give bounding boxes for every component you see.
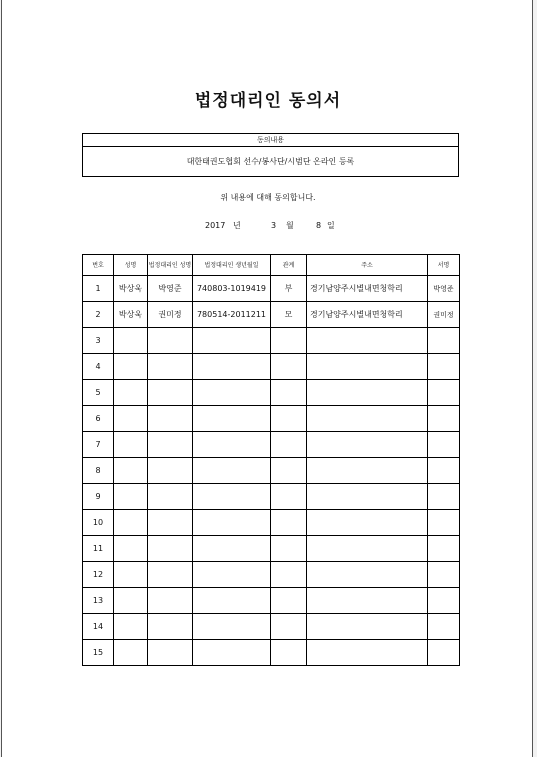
header-number: 번호 bbox=[83, 255, 114, 276]
cell-address bbox=[307, 640, 428, 666]
consent-body: 대한태권도협회 선수/봉사단/시범단 온라인 등록 bbox=[186, 157, 355, 166]
cell-guardian-birth bbox=[193, 354, 271, 380]
cell-address bbox=[307, 536, 428, 562]
cell-name bbox=[114, 536, 148, 562]
date-day-unit: 일 bbox=[327, 221, 335, 230]
cell-guardian-name bbox=[148, 640, 193, 666]
header-guardian-birth: 법정대리인 생년월일 bbox=[193, 255, 271, 276]
cell-number: 5 bbox=[83, 380, 114, 406]
cell-guardian-birth: 740803-1019419 bbox=[193, 276, 271, 302]
table-row bbox=[83, 328, 460, 354]
cell-guardian-birth bbox=[193, 432, 271, 458]
cell-number: 13 bbox=[83, 588, 114, 614]
cell-signature bbox=[428, 406, 460, 432]
cell-guardian-name bbox=[148, 328, 193, 354]
cell-name bbox=[114, 380, 148, 406]
cell-signature bbox=[428, 380, 460, 406]
cell-number: 11 bbox=[83, 536, 114, 562]
cell-guardian-name bbox=[148, 536, 193, 562]
cell-number: 12 bbox=[83, 562, 114, 588]
cell-guardian-birth bbox=[193, 562, 271, 588]
cell-number: 2 bbox=[83, 302, 114, 328]
cell-number: 4 bbox=[83, 354, 114, 380]
date-year: 2017 bbox=[205, 221, 226, 230]
cell-guardian-name bbox=[148, 380, 193, 406]
cell-number: 6 bbox=[83, 406, 114, 432]
cell-name bbox=[114, 510, 148, 536]
table-header-row bbox=[83, 255, 460, 276]
cell-signature bbox=[428, 536, 460, 562]
cell-guardian-name: 박영준 bbox=[148, 276, 193, 302]
consent-content-box bbox=[82, 133, 459, 177]
cell-guardian-name bbox=[148, 510, 193, 536]
cell-name bbox=[114, 614, 148, 640]
cell-relation bbox=[271, 458, 307, 484]
table-row bbox=[83, 640, 460, 666]
cell-guardian-birth bbox=[193, 640, 271, 666]
consent-header: 동의내용 bbox=[83, 134, 458, 147]
cell-address bbox=[307, 484, 428, 510]
cell-number: 15 bbox=[83, 640, 114, 666]
cell-address bbox=[307, 406, 428, 432]
cell-guardian-name bbox=[148, 354, 193, 380]
cell-address bbox=[307, 354, 428, 380]
document-title: 법정대리인 동의서 bbox=[194, 91, 342, 111]
document-page[interactable] bbox=[1, 0, 533, 757]
table-row bbox=[83, 484, 460, 510]
cell-relation bbox=[271, 588, 307, 614]
cell-address bbox=[307, 328, 428, 354]
cell-guardian-birth bbox=[193, 484, 271, 510]
cell-signature bbox=[428, 432, 460, 458]
date-day: 8 bbox=[316, 221, 322, 230]
cell-address bbox=[307, 614, 428, 640]
cell-name bbox=[114, 354, 148, 380]
header-guardian-name: 법정대리인 성명 bbox=[148, 255, 193, 276]
cell-name bbox=[114, 458, 148, 484]
cell-signature bbox=[428, 484, 460, 510]
cell-guardian-name bbox=[148, 458, 193, 484]
cell-number: 7 bbox=[83, 432, 114, 458]
cell-guardian-birth: 780514-2011211 bbox=[193, 302, 271, 328]
cell-address bbox=[307, 588, 428, 614]
guardian-table bbox=[82, 254, 460, 666]
cell-number: 9 bbox=[83, 484, 114, 510]
cell-signature bbox=[428, 588, 460, 614]
cell-name bbox=[114, 588, 148, 614]
cell-name: 박상욱 bbox=[114, 302, 148, 328]
cell-relation bbox=[271, 328, 307, 354]
cell-relation bbox=[271, 640, 307, 666]
table-body bbox=[83, 276, 460, 666]
cell-signature: 박영준 bbox=[428, 276, 460, 302]
cell-signature bbox=[428, 562, 460, 588]
date-year-unit: 년 bbox=[233, 221, 241, 230]
cell-name: 박상욱 bbox=[114, 276, 148, 302]
header-address: 주소 bbox=[307, 255, 428, 276]
cell-relation bbox=[271, 614, 307, 640]
cell-signature bbox=[428, 640, 460, 666]
cell-guardian-birth bbox=[193, 458, 271, 484]
cell-number: 10 bbox=[83, 510, 114, 536]
cell-name bbox=[114, 328, 148, 354]
agree-statement: 위 내용에 대해 동의합니다. bbox=[220, 193, 316, 202]
cell-guardian-name bbox=[148, 614, 193, 640]
cell-address bbox=[307, 510, 428, 536]
cell-relation bbox=[271, 510, 307, 536]
cell-relation bbox=[271, 484, 307, 510]
cell-name bbox=[114, 484, 148, 510]
cell-signature bbox=[428, 614, 460, 640]
cell-address bbox=[307, 562, 428, 588]
header-relation: 관계 bbox=[271, 255, 307, 276]
cell-signature bbox=[428, 328, 460, 354]
cell-number: 8 bbox=[83, 458, 114, 484]
cell-relation bbox=[271, 562, 307, 588]
table-row bbox=[83, 458, 460, 484]
cell-relation bbox=[271, 354, 307, 380]
table-row bbox=[83, 432, 460, 458]
cell-number: 1 bbox=[83, 276, 114, 302]
table-row bbox=[83, 614, 460, 640]
cell-guardian-birth bbox=[193, 328, 271, 354]
cell-relation bbox=[271, 536, 307, 562]
header-signature: 서명 bbox=[428, 255, 460, 276]
cell-relation: 부 bbox=[271, 276, 307, 302]
cell-relation bbox=[271, 406, 307, 432]
cell-number: 3 bbox=[83, 328, 114, 354]
cell-signature bbox=[428, 510, 460, 536]
cell-name bbox=[114, 562, 148, 588]
table-row bbox=[83, 406, 460, 432]
cell-name bbox=[114, 640, 148, 666]
cell-guardian-name bbox=[148, 562, 193, 588]
cell-guardian-name bbox=[148, 484, 193, 510]
table-row bbox=[83, 354, 460, 380]
cell-signature bbox=[428, 354, 460, 380]
cell-address bbox=[307, 380, 428, 406]
cell-guardian-name bbox=[148, 406, 193, 432]
cell-address bbox=[307, 432, 428, 458]
cell-name bbox=[114, 406, 148, 432]
cell-signature: 권미정 bbox=[428, 302, 460, 328]
cell-guardian-birth bbox=[193, 510, 271, 536]
cell-guardian-birth bbox=[193, 380, 271, 406]
cell-guardian-birth bbox=[193, 614, 271, 640]
cell-guardian-birth bbox=[193, 406, 271, 432]
table-row bbox=[83, 536, 460, 562]
table-row bbox=[83, 562, 460, 588]
date-month: 3 bbox=[271, 221, 277, 230]
table-row bbox=[83, 380, 460, 406]
cell-name bbox=[114, 432, 148, 458]
table-row bbox=[83, 588, 460, 614]
table-row bbox=[83, 276, 460, 302]
cell-relation: 모 bbox=[271, 302, 307, 328]
cell-guardian-birth bbox=[193, 588, 271, 614]
cell-guardian-name bbox=[148, 432, 193, 458]
table-row bbox=[83, 302, 460, 328]
table-row bbox=[83, 510, 460, 536]
cell-guardian-name: 권미정 bbox=[148, 302, 193, 328]
cell-relation bbox=[271, 432, 307, 458]
cell-guardian-name bbox=[148, 588, 193, 614]
cell-guardian-birth bbox=[193, 536, 271, 562]
date-month-unit: 월 bbox=[286, 221, 294, 230]
cell-address: 경기남양주시별내면청학리 bbox=[307, 276, 428, 302]
cell-address bbox=[307, 458, 428, 484]
cell-number: 14 bbox=[83, 614, 114, 640]
cell-address: 경기남양주시별내면청학리 bbox=[307, 302, 428, 328]
cell-signature bbox=[428, 458, 460, 484]
cell-relation bbox=[271, 380, 307, 406]
header-name: 성명 bbox=[114, 255, 148, 276]
